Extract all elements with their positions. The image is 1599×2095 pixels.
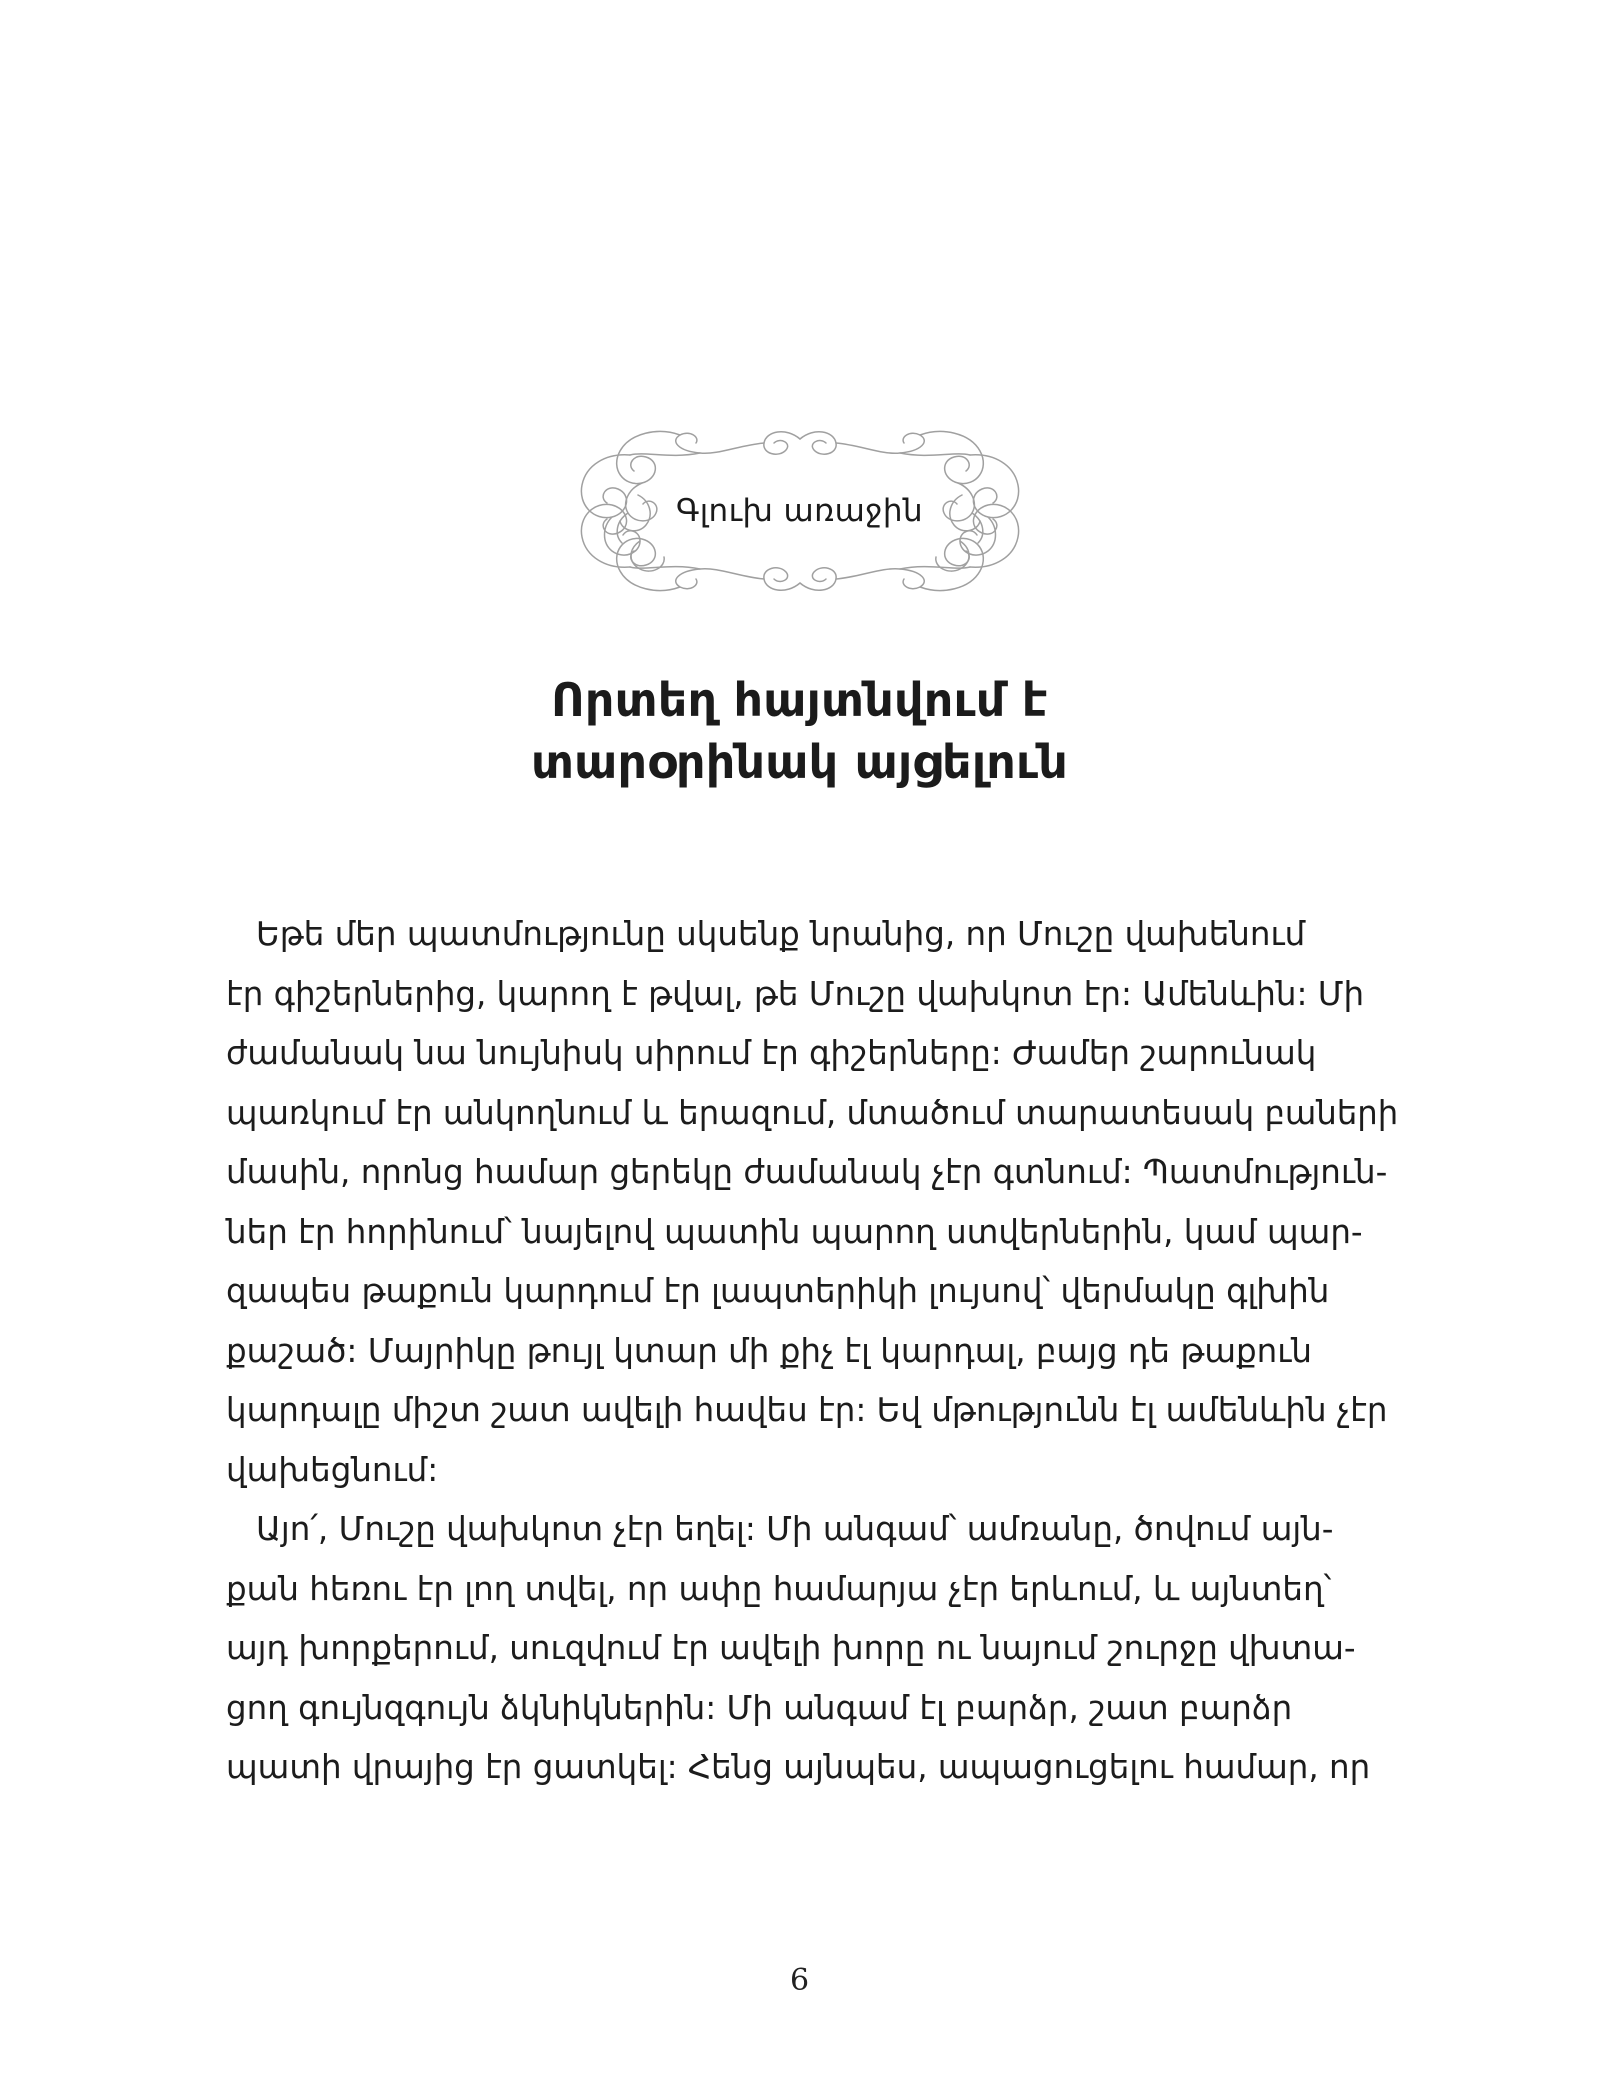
text-line: պատի վրայից էր ցատկել: Հենց այնպես, ապացուցելու համար, որ [226,1748,1371,1786]
title-line-2: տարօրինակ այցելուն [530,734,1069,789]
body-text [226,905,1398,1798]
text-line: էր գիշերներից, կարող է թվալ, թե Մուշը վախկոտ էր: Ամենևին: Մի [226,974,1365,1013]
page-number: 6 [789,1963,810,1998]
text-line: Եթե մեր պատմությունը սկսենք նրանից, որ Մուշը վախենում [256,915,1306,953]
text-line: ցող գույնզգույն ձկնիկներին: Մի անգամ էլ բարձր, շատ բարձր [226,1688,1293,1727]
title-line-1: Որտեղ հայտնվում է [551,672,1048,727]
chapter-ornament-label: Գլուխ առաջին [675,493,924,529]
text-line: վախեցնում: [226,1450,439,1489]
text-line: մասին, որոնց համար ցերեկը ժամանակ չէր գտնում: Պատմություն- [226,1153,1388,1191]
paragraph-2 [226,1500,1398,1798]
text-line: կարդալը միշտ շատ ավելի հավես էր: Եվ մթությունն էլ ամենևին չէր [226,1391,1388,1429]
text-line: զապես թաքուն կարդում էր լապտերիկի լույսով՝ վերմակը գլխին [226,1272,1330,1310]
text-line: ներ էր հորինում՝ նայելով պատին պարող ստվերներին, կամ պար- [226,1212,1363,1251]
paragraph-1 [226,905,1398,1500]
text-line: Այո՛, Մուշը վախկոտ չէր եղել: Մի անգամ՝ ամռանը, ծովում այն- [256,1510,1334,1548]
text-line: այդ խորքերում, սուզվում էր ավելի խորը ու նայում շուրջը վխտա- [226,1629,1356,1667]
text-line: պառկում էր անկողնում և երազում, մտածում տարատեսակ բաների [226,1093,1399,1132]
text-line: քան հեռու էր լող տվել, որ ափը համարյա չէր երևում, և այնտեղ՝ [226,1569,1332,1608]
chapter-ornament-block [0,425,1599,597]
text-line: ժամանակ նա նույնիսկ սիրում էր գիշերները: Ժամեր շարունակ [226,1034,1317,1072]
ornamental-frame [550,425,1050,597]
text-line: քաշած: Մայրիկը թույլ կտար մի քիչ էլ կարդալ, բայց դե թաքուն [226,1331,1312,1370]
page-title [0,669,1599,793]
